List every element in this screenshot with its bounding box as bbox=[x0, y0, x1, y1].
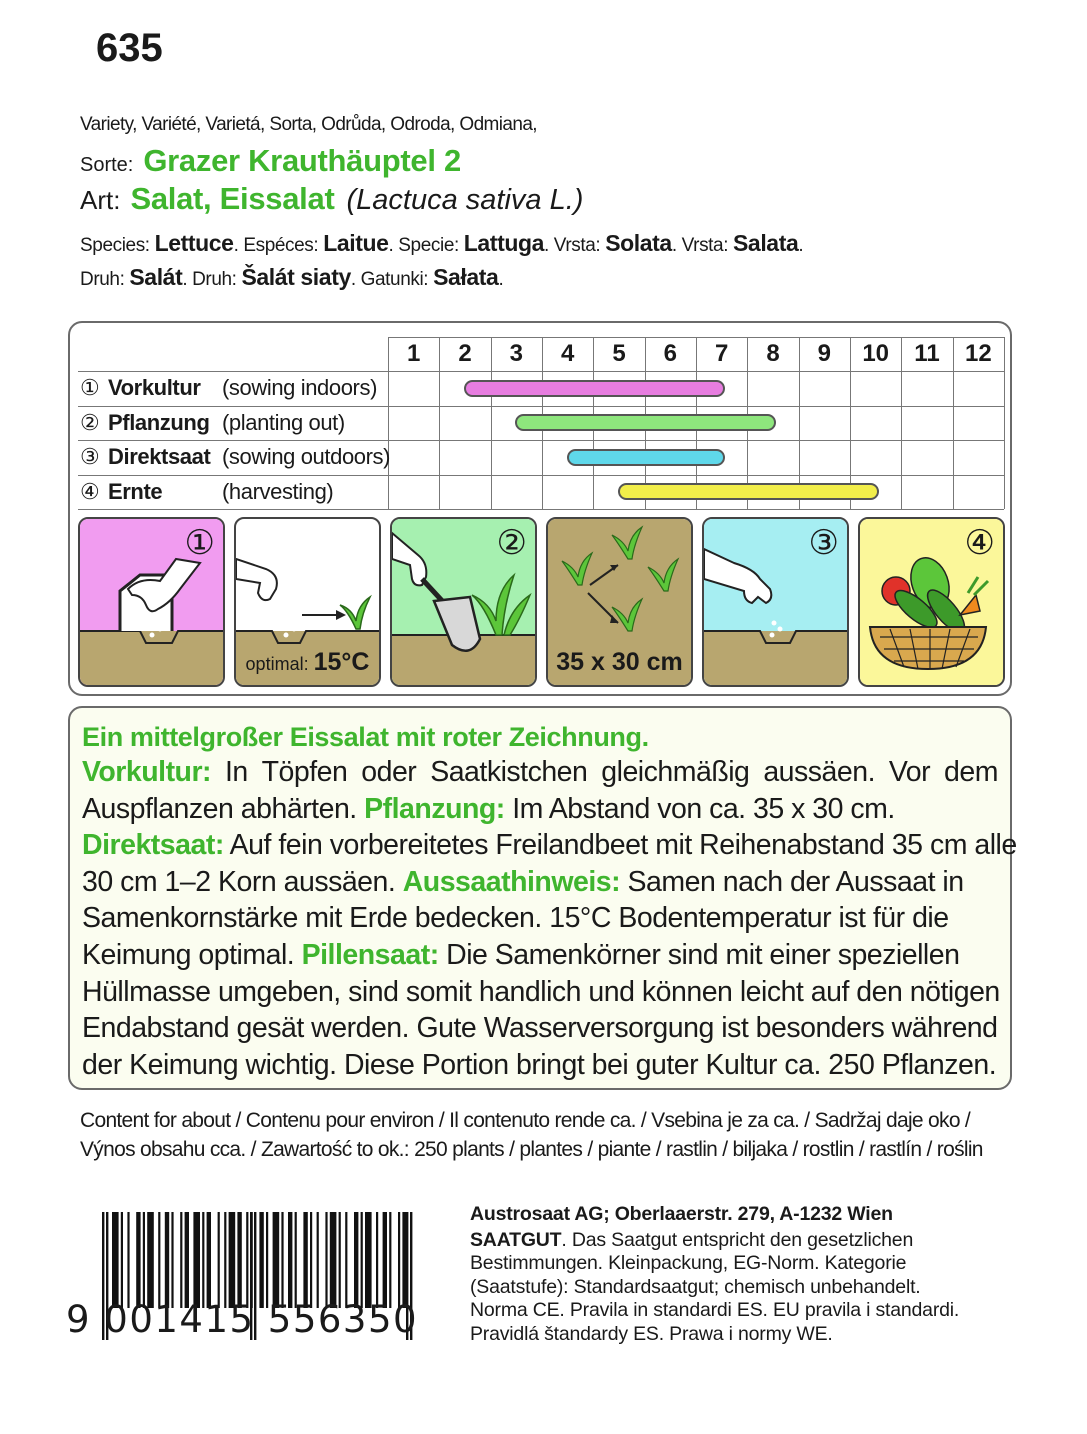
barcode-bar bbox=[171, 1212, 173, 1308]
species-label: Art: bbox=[80, 185, 121, 215]
company-line-1 bbox=[470, 1229, 1010, 1253]
calendar-grid bbox=[388, 337, 1004, 509]
desc-l1-word: gleichmäßig bbox=[601, 756, 750, 788]
species-fr-label: . Espéces: bbox=[233, 235, 319, 256]
month-label: 5 bbox=[612, 340, 626, 367]
calendar-bar-pflanzung bbox=[515, 414, 776, 431]
latin-name: (Lactuca sativa L.) bbox=[346, 184, 584, 216]
barcode-bar bbox=[136, 1212, 140, 1308]
month-label: 2 bbox=[458, 340, 472, 367]
company-line-1-text: . Das Saatgut entspricht den gesetzlichen bbox=[561, 1228, 914, 1251]
variety-translations: Variety, Variété, Varietá, Sorta, Odrůda, Odroda, Odmiana, bbox=[80, 114, 537, 135]
step-2-badge: ② bbox=[496, 524, 527, 562]
calendar-row-de: Ernte bbox=[108, 478, 163, 504]
barcode-bar bbox=[165, 1212, 169, 1308]
description-panel bbox=[68, 706, 1017, 1090]
calendar-row-vorkultur bbox=[78, 371, 377, 405]
species-sl-label: . Vrsta: bbox=[544, 235, 601, 256]
variety-label: Sorte: bbox=[80, 154, 134, 176]
desc-l4-a: 30 cm 1–2 Korn aussäen. bbox=[82, 865, 403, 898]
variety-name: Grazer Krauthäuptel 2 bbox=[143, 143, 461, 178]
barcode-bar bbox=[317, 1212, 319, 1308]
barcode-bar bbox=[237, 1212, 241, 1308]
calendar-row-en: (harvesting) bbox=[222, 478, 334, 504]
calendar-row-de: Vorkultur bbox=[108, 375, 201, 401]
calendar-row-en: (sowing outdoors) bbox=[222, 444, 391, 470]
vorkultur-label: Vorkultur: bbox=[82, 756, 212, 788]
company-address: Austrosaat AG; Oberlaaerstr. 279, A-1232 Wien bbox=[470, 1203, 893, 1225]
product-code: 635 bbox=[96, 26, 163, 70]
sowing-calendar-panel bbox=[68, 321, 1012, 696]
description-line-8: Endabstand gesät werden. Gute Wasserversorgung ist besonders während bbox=[82, 1012, 998, 1045]
barcode-bar bbox=[288, 1212, 292, 1308]
barcode-bar bbox=[398, 1212, 400, 1308]
content-amount-line-2: Výnos obsahu cca. / Zawartość to ok.: 250 plants / plantes / piante / rastlin / biljaka / rostlin / rastlín / roślin bbox=[80, 1138, 983, 1161]
pictogram-harvesting bbox=[858, 517, 1005, 687]
month-label: 10 bbox=[862, 340, 890, 367]
desc-l1-word: Töpfen bbox=[261, 756, 348, 788]
barcode-bar bbox=[273, 1212, 280, 1308]
species-en: Lettuce bbox=[154, 230, 234, 256]
company-line-2: Bestimmungen. Kleinpackung, EG-Norm. Kategorie bbox=[470, 1252, 907, 1274]
barcode-bar bbox=[339, 1212, 341, 1308]
barcode-bar bbox=[383, 1212, 387, 1308]
description-headline: Ein mittelgroßer Eissalat mit roter Zeichnung. bbox=[82, 722, 649, 752]
description-line-4 bbox=[82, 864, 998, 901]
calendar-row-en: (sowing indoors) bbox=[222, 375, 378, 401]
description-line-1 bbox=[82, 754, 998, 791]
barcode-bar bbox=[158, 1212, 160, 1308]
species-hr: Salata bbox=[732, 230, 799, 256]
variety-row bbox=[80, 143, 461, 179]
description-line-3 bbox=[82, 827, 1017, 864]
month-label: 9 bbox=[817, 340, 831, 367]
desc-l1-word: Vor bbox=[888, 756, 931, 788]
sowing-calendar bbox=[78, 337, 1004, 509]
calendar-row-de: Pflanzung bbox=[108, 409, 210, 435]
desc-l1-word: Saatkistchen bbox=[430, 756, 588, 788]
barcode-bar bbox=[112, 1212, 119, 1308]
description-line-5: Samenkornstärke mit Erde bedecken. 15°C Bodentemperatur ist für die bbox=[82, 902, 949, 935]
desc-l1-word: In bbox=[224, 756, 248, 788]
barcode-number: 9 001415 556350 bbox=[66, 1298, 419, 1341]
barcode-bar bbox=[365, 1212, 372, 1308]
barcode-bar bbox=[266, 1212, 268, 1308]
species-cz-label: Druh: bbox=[80, 269, 125, 290]
barcode-bar bbox=[303, 1212, 307, 1308]
month-label: 3 bbox=[509, 340, 523, 367]
barcode-bar bbox=[224, 1212, 226, 1308]
desc-l1-word: dem bbox=[944, 756, 998, 788]
pillensaat-label: Pillensaat: bbox=[301, 938, 439, 971]
pictogram-planting-out bbox=[390, 517, 537, 687]
aussaathinweis-label: Aussaathinweis: bbox=[402, 865, 621, 898]
barcode-bar bbox=[354, 1212, 358, 1308]
species-name: Salat, Eissalat bbox=[130, 181, 335, 216]
month-label: 4 bbox=[560, 340, 575, 367]
pflanzung-label: Pflanzung: bbox=[364, 792, 505, 825]
month-label: 1 bbox=[406, 340, 421, 367]
species-it: Lattuga bbox=[463, 230, 545, 256]
pictogram-plant-spacing bbox=[546, 517, 693, 687]
desc-l3-b: Auf fein vorbereitetes Freilandbeet mit Reihenabstand 35 cm alle bbox=[223, 829, 1017, 862]
barcode-bar bbox=[218, 1212, 220, 1308]
desc-l4-b: Samen nach der Aussaat in bbox=[620, 865, 964, 898]
barcode-bar bbox=[310, 1212, 312, 1308]
company-line-3: (Saatstufe): Standardsaatgut; chemisch unbehandelt. bbox=[470, 1275, 921, 1298]
spacing-value: 35 x 30 cm bbox=[556, 648, 683, 676]
barcode-bar bbox=[143, 1212, 145, 1308]
species-hr-label: . Vrsta: bbox=[671, 235, 729, 256]
barcode-bar bbox=[207, 1212, 211, 1308]
desc-l6-a: Keimung optimal. bbox=[82, 938, 302, 971]
desc-l1-word: oder bbox=[361, 756, 417, 788]
species-cz: Salát bbox=[129, 264, 183, 290]
step-1-badge: ① bbox=[184, 524, 215, 562]
description-line-6 bbox=[82, 937, 998, 974]
barcode-bar bbox=[202, 1212, 204, 1308]
calendar-row-num: ② bbox=[80, 409, 100, 435]
pictogram-sowing-indoors bbox=[78, 517, 225, 687]
barcode-bar bbox=[325, 1212, 327, 1308]
species-fr: Laitue bbox=[323, 230, 389, 256]
calendar-row-direktsaat bbox=[78, 440, 390, 474]
species-row bbox=[80, 181, 583, 217]
species-pl: Sałata bbox=[433, 264, 499, 290]
description-line-2 bbox=[82, 791, 998, 828]
month-label: 8 bbox=[766, 340, 780, 367]
calendar-bar-vorkultur bbox=[464, 380, 725, 397]
company-line-5: Pravidlá štandardy ES. Prawa i normy WE. bbox=[470, 1322, 833, 1345]
description-line-9: der Keimung wichtig. Diese Portion bringt bei guter Kultur ca. 250 Pflanzen. bbox=[82, 1048, 997, 1081]
calendar-gridline bbox=[1004, 337, 1005, 509]
barcode-bar bbox=[127, 1212, 129, 1308]
spacing-caption bbox=[548, 648, 691, 677]
desc-l1-word: aussäen. bbox=[763, 756, 875, 788]
barcode-bar bbox=[121, 1212, 123, 1308]
barcode-bar bbox=[246, 1212, 248, 1308]
desc-l6-b: Die Samenkörner sind mit einer speziellen bbox=[438, 938, 960, 971]
step-3-badge: ③ bbox=[808, 524, 839, 562]
barcode-bar bbox=[330, 1212, 337, 1308]
species-translations-1 bbox=[80, 230, 803, 257]
calendar-gridline bbox=[78, 509, 1004, 510]
species-translations-2 bbox=[80, 264, 503, 291]
species-en-label: Species: bbox=[80, 235, 150, 256]
species-pl-label: . Gatunki: bbox=[350, 269, 429, 290]
barcode-bar bbox=[229, 1212, 236, 1308]
barcode-bar bbox=[180, 1212, 182, 1308]
calendar-row-en: (planting out) bbox=[222, 409, 345, 435]
barcode-bar bbox=[193, 1212, 200, 1308]
calendar-row-de: Direktsaat bbox=[108, 444, 211, 470]
month-label: 6 bbox=[663, 340, 677, 367]
calendar-row-pflanzung bbox=[78, 406, 345, 440]
pictogram-germination-temperature bbox=[234, 517, 381, 687]
species-end-1: . bbox=[798, 235, 804, 256]
step-4-badge: ④ bbox=[964, 524, 995, 562]
barcode-bar bbox=[185, 1212, 189, 1308]
desc-l2-b: Im Abstand von ca. 35 x 30 cm. bbox=[504, 792, 895, 825]
calendar-row-num: ③ bbox=[80, 444, 100, 470]
barcode-bar bbox=[345, 1212, 347, 1308]
barcode-bar bbox=[259, 1212, 263, 1308]
temperature-caption bbox=[236, 648, 379, 677]
saatgut-label: SAATGUT bbox=[470, 1228, 562, 1251]
month-label: 11 bbox=[914, 340, 940, 367]
calendar-row-num: ① bbox=[80, 375, 100, 401]
species-end-2: . bbox=[498, 269, 504, 290]
temperature-caption-label: optimal: bbox=[245, 654, 309, 674]
barcode-bar bbox=[147, 1212, 154, 1308]
month-label: 12 bbox=[964, 340, 992, 367]
barcode-bar bbox=[389, 1212, 391, 1308]
calendar-bar-ernte bbox=[618, 483, 879, 500]
desc-l2-a: Auspflanzen abhärten. bbox=[82, 792, 365, 825]
species-sl: Solata bbox=[605, 230, 672, 256]
species-sk-label: . Druh: bbox=[182, 269, 237, 290]
content-amount-line-1: Content for about / Contenu pour environ / Il contenuto rende ca. / Vsebina je za ca. / Sadržaj daje oko / bbox=[80, 1109, 971, 1132]
temperature-value: 15°C bbox=[313, 648, 370, 676]
species-sk: Šalát siaty bbox=[241, 264, 351, 290]
month-label: 7 bbox=[714, 340, 729, 367]
direktsaat-label: Direktsaat: bbox=[82, 829, 224, 862]
barcode-bar bbox=[376, 1212, 378, 1308]
calendar-row-ernte bbox=[78, 475, 333, 509]
barcode-bar bbox=[361, 1212, 363, 1308]
company-info bbox=[470, 1203, 1010, 1346]
barcode-bar bbox=[281, 1212, 283, 1308]
pictogram-sowing-outdoors bbox=[702, 517, 849, 687]
calendar-bar-direktsaat bbox=[567, 449, 725, 466]
barcode-bar bbox=[295, 1212, 297, 1308]
company-line-4: Norma CE. Pravila in standardi ES. EU pravila i standardi. bbox=[470, 1299, 960, 1321]
description-line-7: Hüllmasse umgeben, sind somit handlich und können leicht auf den nötigen bbox=[82, 975, 1000, 1008]
calendar-row-num: ④ bbox=[80, 478, 100, 504]
species-it-label: . Specie: bbox=[388, 235, 459, 256]
